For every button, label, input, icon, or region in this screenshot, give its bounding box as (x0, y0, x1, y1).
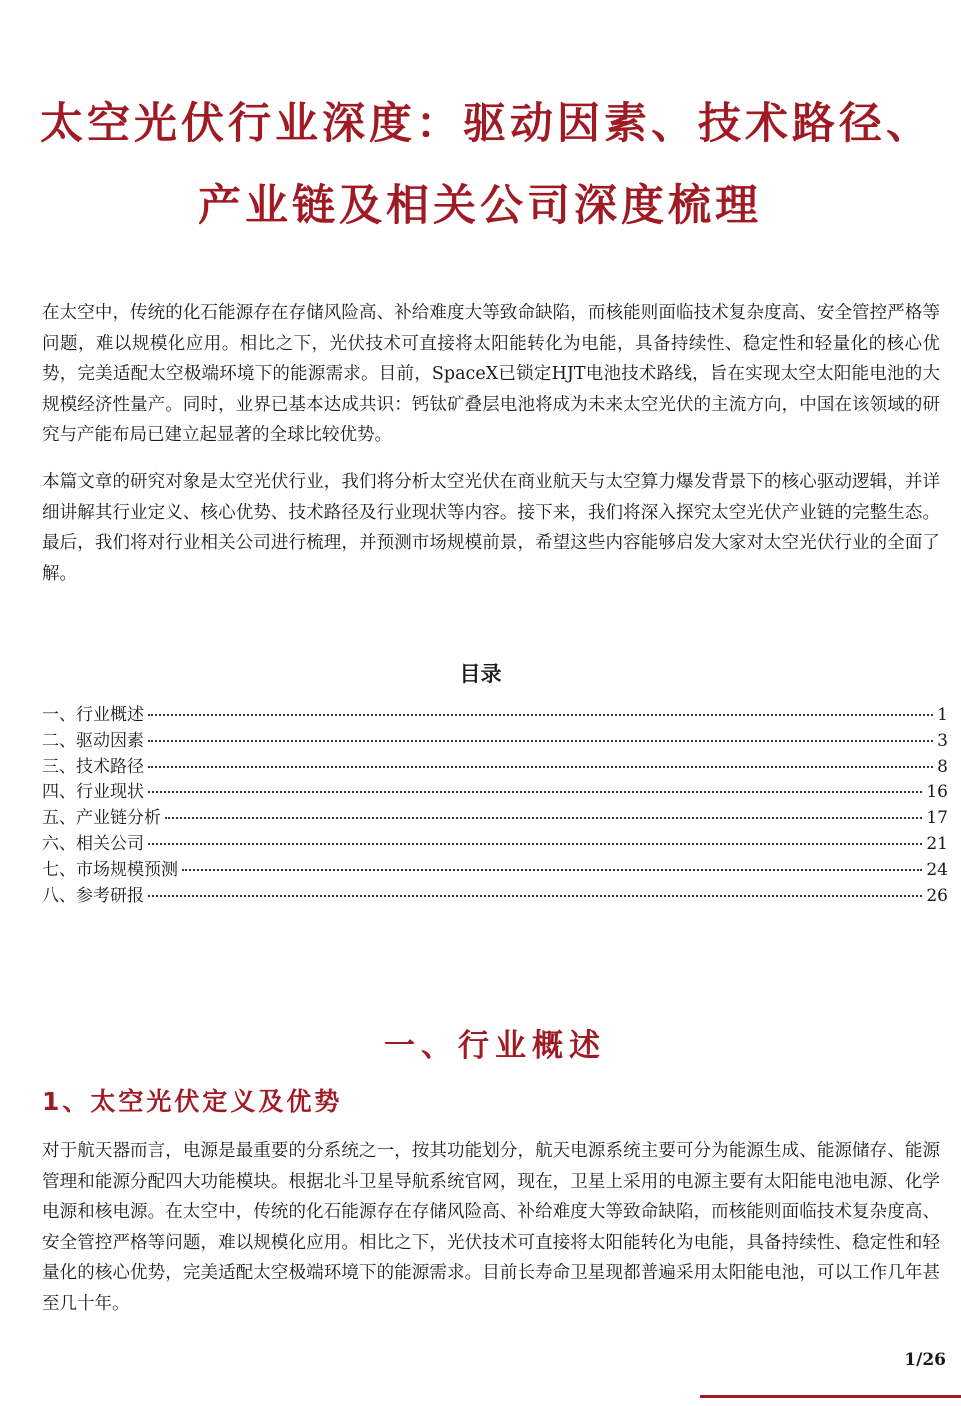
toc-item-tech-path[interactable] (42, 752, 948, 778)
toc-item-industry-status[interactable] (42, 777, 948, 803)
footer-divider (700, 1395, 961, 1398)
toc-leader-dots (148, 740, 933, 742)
toc-item-industry-overview[interactable] (42, 700, 948, 726)
toc-item-label: 七、市场规模预测 (42, 859, 178, 880)
subsection-heading: 1、太空光伏定义及优势 (42, 1087, 343, 1116)
toc-leader-dots (148, 714, 933, 716)
toc-item-page: 17 (926, 808, 948, 829)
toc-item-label: 四、行业现状 (42, 782, 144, 803)
toc-leader-dots (148, 843, 922, 845)
toc-item-drivers[interactable] (42, 726, 948, 752)
toc-title: 目录 (459, 662, 502, 686)
toc-item-page: 26 (926, 885, 948, 906)
toc-item-page: 24 (926, 859, 948, 880)
section-paragraph: 对于航天器而言，电源是最重要的分系统之一，按其功能划分，航天电源系统主要可分为能源生成、能源储存、能源管理和能源分配四大功能模块。根据北斗卫星导航系统官网，现在，卫星上采用的电源主要有太阳能电池电源、化学电源和核电源。在太空中，传统的化石能源存在存储风险高、补给难度大等致命缺陷，而核能则面临技术复杂度高、安全管控严格等问题，难以规模化应用。相比之下，光伏技术可直接将太阳能转化为电能，具备持续性、稳定性和轻量化的核心优势，完美适配太空极端环境下的能源需求。目前长寿命卫星现都普遍采用太阳能电池，可以工作几年甚至几十年。 (42, 1141, 940, 1314)
toc-item-page: 16 (926, 782, 948, 803)
section-heading: 一、行业概述 (384, 1028, 606, 1064)
intro-paragraph-1: 在太空中，传统的化石能源存在存储风险高、补给难度大等致命缺陷，而核能则面临技术复杂度高、安全管控严格等问题，难以规模化应用。相比之下，光伏技术可直接将太阳能转化为电能，具备持续性、稳定性和轻量化的核心优势，完美适配太空极端环境下的能源需求。目前，SpaceX已锁定HJT电池技术路线，旨在实现太空太阳能电池的大规模经济性量产。同时，业界已基本达成共识：钙钛矿叠层电池将成为未来太空光伏的主流方向，中国在该领域的研究与产能布局已建立起显著的全球比较优势。 (42, 303, 940, 445)
toc-item-page: 8 (937, 756, 948, 777)
toc-item-companies[interactable] (42, 829, 948, 855)
toc-item-market-forecast[interactable] (42, 855, 948, 881)
toc-item-label: 一、行业概述 (42, 705, 144, 725)
toc-item-page: 1 (937, 705, 948, 725)
toc-leader-dots (148, 766, 933, 768)
toc-item-label: 二、驱动因素 (42, 730, 144, 751)
toc-leader-dots (165, 817, 922, 819)
toc-item-value-chain[interactable] (42, 803, 948, 829)
toc-leader-dots (182, 869, 922, 871)
toc-item-label: 五、产业链分析 (42, 808, 161, 829)
report-title-line-1: 太空光伏行业深度：驱动因素、技术路径、 (40, 99, 933, 149)
toc-item-label: 三、技术路径 (42, 756, 144, 777)
toc-item-label: 八、参考研报 (42, 885, 144, 906)
toc-item-label: 六、相关公司 (42, 833, 144, 854)
toc-item-page: 21 (926, 833, 948, 854)
intro-paragraph-2: 本篇文章的研究对象是太空光伏行业，我们将分析太空光伏在商业航天与太空算力爆发背景下的核心驱动逻辑，并详细讲解其行业定义、核心优势、技术路径及行业现状等内容。接下来，我们将深入探究太空光伏产业链的完整生态。最后，我们将对行业相关公司进行梳理，并预测市场规模前景，希望这些内容能够启发大家对太空光伏行业的全面了解。 (42, 472, 940, 584)
table-of-contents (42, 700, 948, 906)
toc-item-references[interactable] (42, 881, 948, 907)
page-number: 1/26 (904, 1350, 946, 1370)
toc-leader-dots (148, 791, 922, 793)
report-title-line-2: 产业链及相关公司深度梳理 (198, 181, 762, 231)
toc-leader-dots (148, 895, 922, 897)
toc-item-page: 3 (937, 730, 948, 751)
